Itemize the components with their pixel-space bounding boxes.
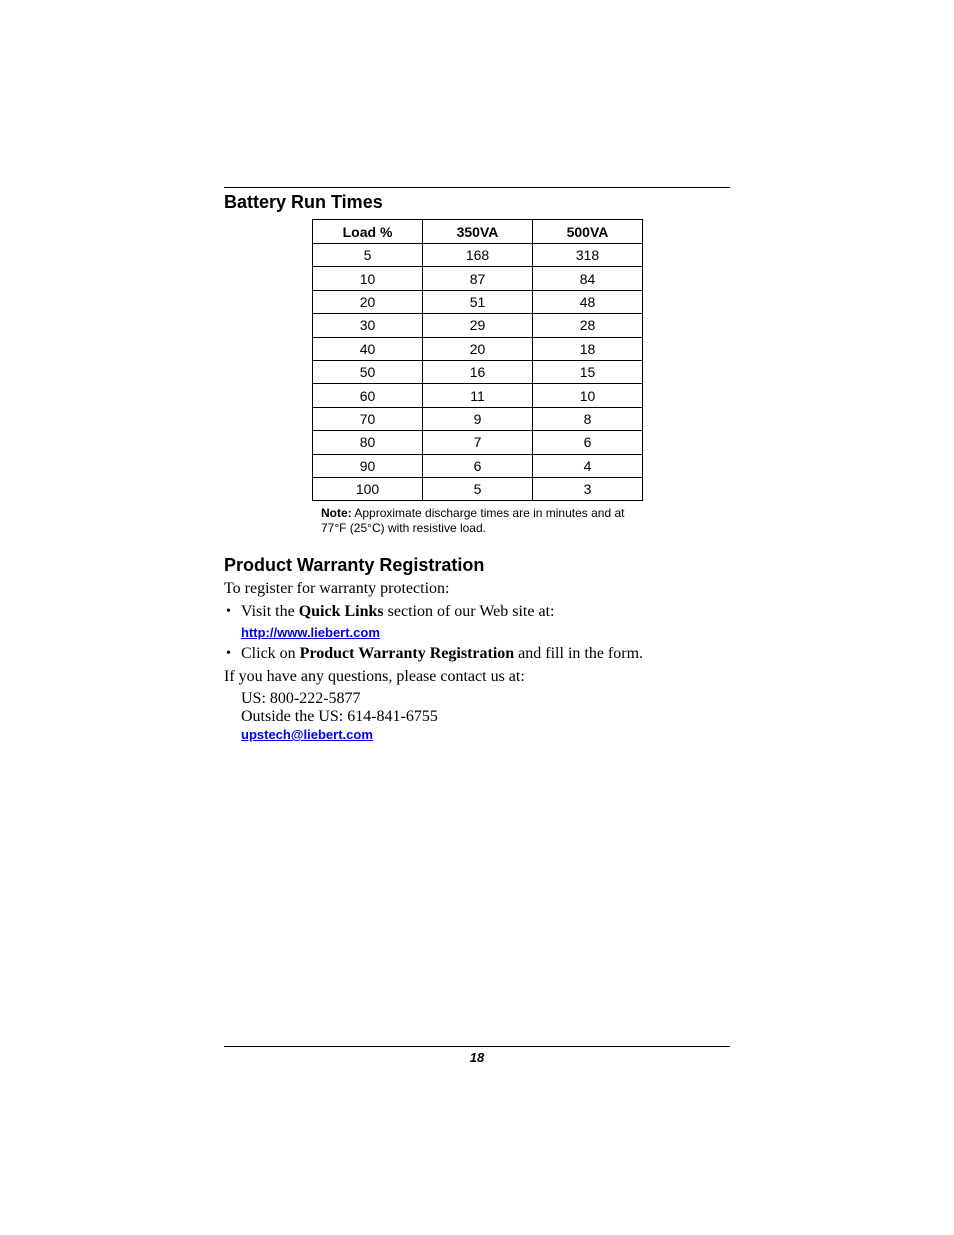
table-cell: 50 [313, 360, 423, 383]
table-cell: 100 [313, 477, 423, 500]
table-cell: 6 [533, 431, 643, 454]
top-rule [224, 187, 730, 188]
table-cell: 18 [533, 337, 643, 360]
table-header-row [313, 220, 643, 244]
outside-us-phone: Outside the US: 614-841-6755 [241, 708, 438, 725]
table-cell: 16 [423, 360, 533, 383]
table-row [313, 290, 643, 313]
table-cell: 10 [313, 267, 423, 290]
table-cell: 20 [313, 290, 423, 313]
table-cell: 11 [423, 384, 533, 407]
table-cell: 168 [423, 244, 533, 267]
email-link[interactable]: upstech@liebert.com [241, 727, 373, 742]
table-cell: 70 [313, 407, 423, 430]
table-row [313, 337, 643, 360]
bullet-visit-quick-links: Visit the Quick Links section of our Web site at: [241, 603, 555, 620]
table-cell: 20 [423, 337, 533, 360]
table-row [313, 477, 643, 500]
battery-run-times-table [312, 219, 643, 501]
table-note [321, 506, 641, 536]
page-number: 18 [469, 1050, 485, 1065]
contact-intro: If you have any questions, please contact us at: [224, 668, 525, 685]
table-cell: 80 [313, 431, 423, 454]
table-cell: 5 [423, 477, 533, 500]
note-text: Approximate discharge times are in minutes and at 77°F (25°C) with resistive load. [321, 506, 625, 535]
us-phone: US: 800-222-5877 [241, 690, 361, 707]
bullet-icon: • [226, 646, 231, 661]
table-cell: 40 [313, 337, 423, 360]
table-cell: 4 [533, 454, 643, 477]
table-body [313, 244, 643, 501]
table-row [313, 407, 643, 430]
table-cell: 8 [533, 407, 643, 430]
table-cell: 87 [423, 267, 533, 290]
table-row [313, 314, 643, 337]
battery-run-times-heading: Battery Run Times [224, 192, 383, 212]
warranty-intro: To register for warranty protection: [224, 580, 450, 597]
bullet-icon: • [226, 604, 231, 619]
table-row [313, 454, 643, 477]
table-cell: 15 [533, 360, 643, 383]
table-cell: 5 [313, 244, 423, 267]
table-cell: 90 [313, 454, 423, 477]
table-row [313, 384, 643, 407]
bullet-click-registration: Click on Product Warranty Registration and fill in the form. [241, 645, 644, 662]
table-cell: 7 [423, 431, 533, 454]
note-label: Note: [321, 506, 352, 520]
quick-links-term: Quick Links [298, 603, 384, 620]
table-cell: 10 [533, 384, 643, 407]
table-cell: 3 [533, 477, 643, 500]
table-cell: 29 [423, 314, 533, 337]
table-cell: 30 [313, 314, 423, 337]
table-cell: 51 [423, 290, 533, 313]
column-header: Load % [313, 220, 423, 244]
table-row [313, 431, 643, 454]
bottom-rule [224, 1046, 730, 1047]
product-warranty-registration-term: Product Warranty Registration [299, 645, 515, 662]
table-cell: 318 [533, 244, 643, 267]
table-cell: 48 [533, 290, 643, 313]
column-header: 500VA [533, 220, 643, 244]
table-row [313, 244, 643, 267]
table-row [313, 267, 643, 290]
website-link[interactable]: http://www.liebert.com [241, 625, 380, 640]
table-cell: 60 [313, 384, 423, 407]
warranty-heading: Product Warranty Registration [224, 555, 485, 575]
column-header: 350VA [423, 220, 533, 244]
table-cell: 9 [423, 407, 533, 430]
table-cell: 28 [533, 314, 643, 337]
table-cell: 84 [533, 267, 643, 290]
table-cell: 6 [423, 454, 533, 477]
table-row [313, 360, 643, 383]
